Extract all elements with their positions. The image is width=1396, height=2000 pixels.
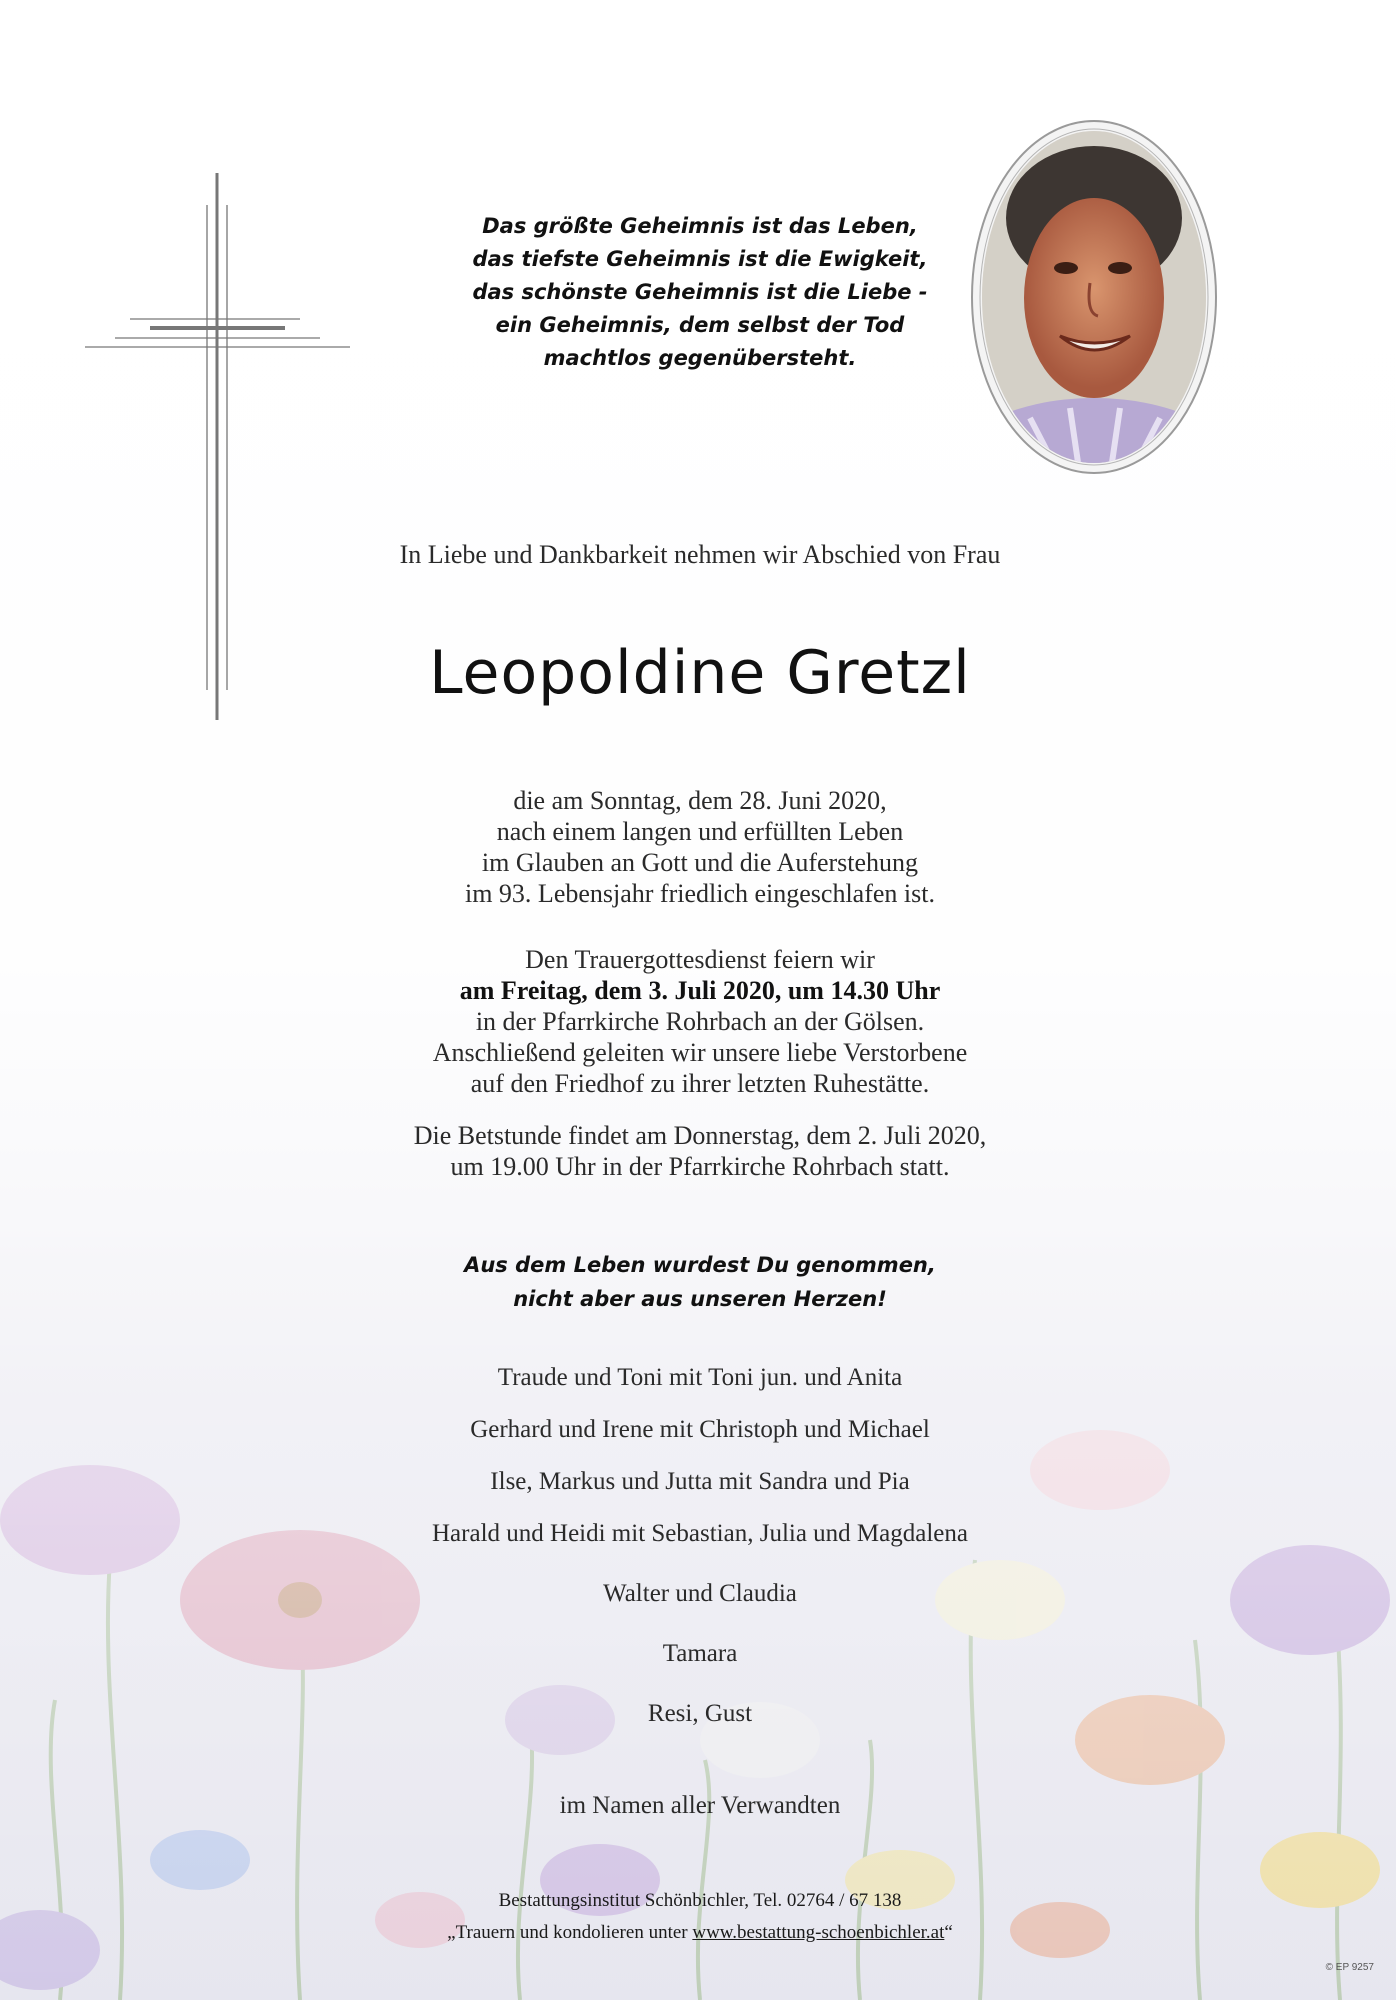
service-text bbox=[300, 944, 1100, 1099]
deceased-name: Leopoldine Gretzl bbox=[429, 638, 971, 708]
quote-line: das schönste Geheimnis ist die Liebe - bbox=[472, 280, 928, 304]
service-date: am Freitag, dem 3. Juli 2020, um 14.30 Uhr bbox=[459, 976, 941, 1005]
condolence-line bbox=[300, 1922, 1100, 1944]
portrait-photo bbox=[970, 118, 1218, 476]
passing-line: die am Sonntag, dem 28. Juni 2020, bbox=[513, 786, 887, 815]
family-signoff: im Namen aller Verwandten bbox=[559, 1792, 841, 1819]
funeral-home-contact: Bestattungsinstitut Schönbichler, Tel. 02764 / 67 138 bbox=[498, 1890, 902, 1911]
family-line: Walter und Claudia bbox=[603, 1580, 797, 1607]
service-line: Den Trauergottesdienst feiern wir bbox=[525, 945, 875, 974]
intro-text: In Liebe und Dankbarkeit nehmen wir Abschied von Frau bbox=[399, 540, 1001, 569]
passing-line: im Glauben an Gott und die Auferstehung bbox=[481, 848, 919, 877]
closing-line: Aus dem Leben wurdest Du genommen, bbox=[464, 1253, 936, 1277]
condolence-prefix: „Trauern und kondolieren unter bbox=[447, 1922, 693, 1943]
closing-quote bbox=[380, 1248, 1020, 1316]
family-line: Traude und Toni mit Toni jun. und Anita bbox=[497, 1364, 903, 1391]
product-code: © EP 9257 bbox=[1325, 1962, 1374, 1973]
opening-quote bbox=[430, 210, 970, 375]
quote-line: das tiefste Geheimnis ist die Ewigkeit, bbox=[472, 247, 928, 271]
quote-line: ein Geheimnis, dem selbst der Tod bbox=[495, 313, 905, 337]
prayer-text bbox=[300, 1120, 1100, 1182]
family-line: Harald und Heidi mit Sebastian, Julia und Magdalena bbox=[432, 1520, 968, 1547]
passing-text bbox=[300, 785, 1100, 909]
quote-line: Das größte Geheimnis ist das Leben, bbox=[482, 214, 918, 238]
family-line: Ilse, Markus und Jutta mit Sandra und Pia bbox=[490, 1468, 910, 1495]
passing-line: im 93. Lebensjahr friedlich eingeschlafen ist. bbox=[464, 879, 935, 908]
prayer-line: um 19.00 Uhr in der Pfarrkirche Rohrbach statt. bbox=[450, 1152, 950, 1181]
quote-line: machtlos gegenübersteht. bbox=[543, 346, 857, 370]
service-line: Anschließend geleiten wir unsere liebe Verstorbene bbox=[432, 1038, 968, 1067]
family-line: Gerhard und Irene mit Christoph und Michael bbox=[470, 1416, 930, 1443]
prayer-line: Die Betstunde findet am Donnerstag, dem 2. Juli 2020, bbox=[413, 1121, 987, 1150]
condolence-link[interactable]: www.bestattung-schoenbichler.at bbox=[692, 1922, 945, 1943]
closing-line: nicht aber aus unseren Herzen! bbox=[513, 1287, 887, 1311]
family-line: Tamara bbox=[662, 1640, 738, 1667]
service-line: auf den Friedhof zu ihrer letzten Ruhestätte. bbox=[470, 1069, 930, 1098]
service-line: in der Pfarrkirche Rohrbach an der Gölsen. bbox=[475, 1007, 925, 1036]
condolence-suffix: “ bbox=[944, 1922, 953, 1943]
family-line: Resi, Gust bbox=[647, 1700, 753, 1727]
passing-line: nach einem langen und erfüllten Leben bbox=[496, 817, 904, 846]
